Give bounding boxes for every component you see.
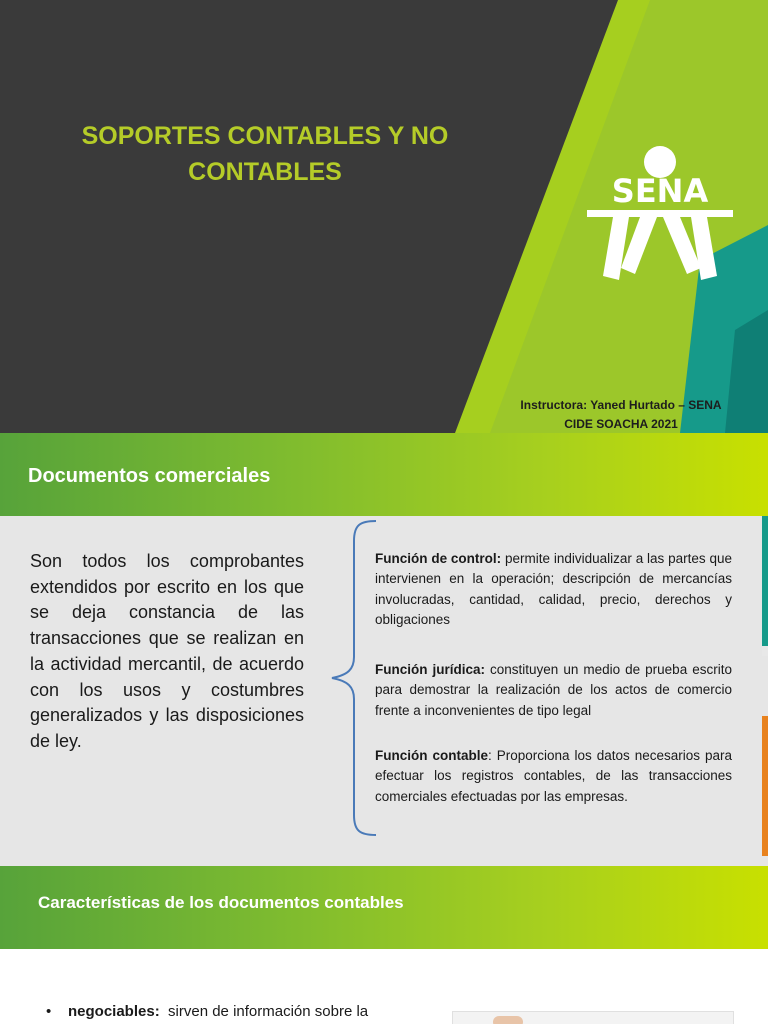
section-header bbox=[0, 433, 768, 516]
bullet-icon: • bbox=[46, 1003, 52, 1020]
hand-photo bbox=[452, 1011, 734, 1024]
side-accent-gap bbox=[762, 646, 768, 656]
side-accent-orange bbox=[762, 716, 768, 856]
bullet-negotiable: • negociables: sirven de información sobre la bbox=[46, 1003, 369, 1020]
section-heading: Documentos comerciales bbox=[28, 465, 271, 487]
section-heading-2: Características de los documentos contables bbox=[38, 893, 404, 912]
function-legal: Función jurídica: constituyen un medio de prueba escrito para demostrar la realización de los actos de comercio frente a inconvenientes de tipo legal bbox=[375, 662, 732, 718]
title-slide bbox=[0, 0, 768, 433]
curly-brace-icon bbox=[330, 517, 380, 839]
function-control: Función de control: permite individualizar a las partes que intervienen en la operación; descripción de mercancías involucradas, cantidad, calidad, precio, derechos y obligaciones bbox=[375, 551, 732, 628]
definition-text: Son todos los comprobantes extendidos por escrito en los que se deja constancia de las transacciones que se realizan en la actividad mercantil, de acuerdo con los usos y costumbres generalizados y las disposiciones de ley. bbox=[30, 551, 304, 751]
hand-image-fragment bbox=[493, 1016, 523, 1024]
characteristics-slide bbox=[0, 866, 768, 1024]
side-accent-teal bbox=[762, 516, 768, 646]
section-header-2 bbox=[0, 866, 768, 949]
sena-logo-icon bbox=[585, 140, 735, 285]
documents-slide bbox=[0, 433, 768, 866]
logo-wordmark: SENA bbox=[611, 172, 709, 210]
presentation-title: SOPORTES CONTABLES Y NO CONTABLES bbox=[81, 122, 449, 186]
instructor-credit: Instructora: Yaned Hurtado – SENA CIDE SOACHA 2021 bbox=[520, 398, 722, 431]
function-accounting: Función contable: Proporciona los datos necesarios para efectuar los registros contables, de las transacciones comerciales efectuadas por las empresas. bbox=[375, 748, 732, 804]
